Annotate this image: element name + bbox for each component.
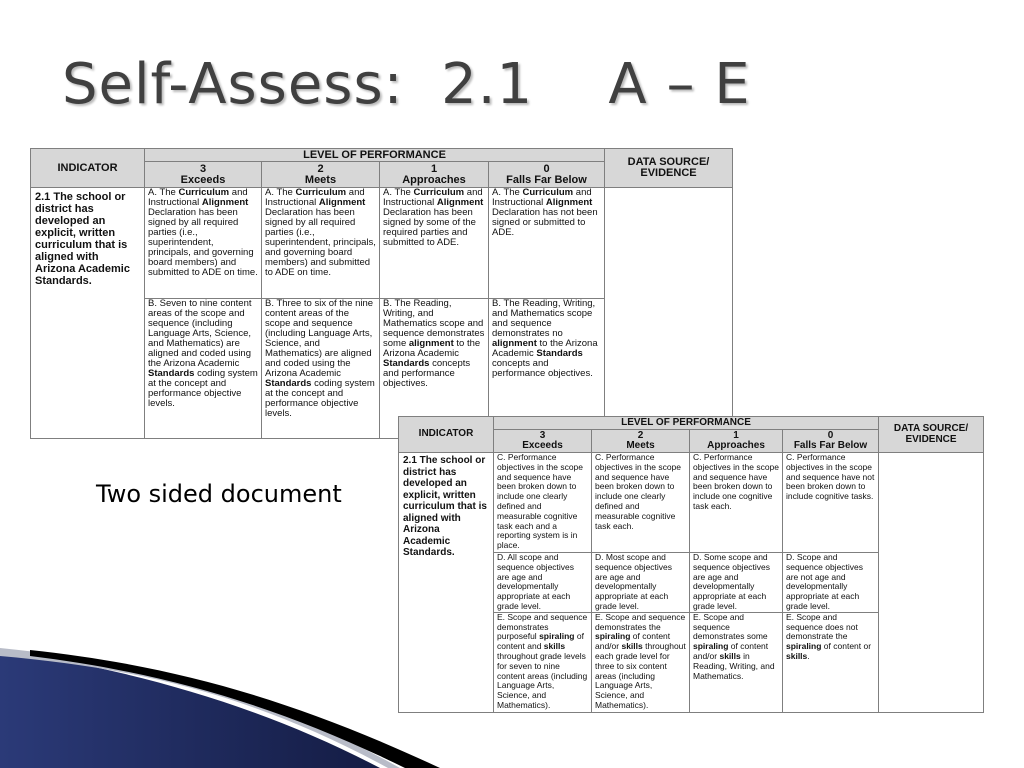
indicator-cell: 2.1 The school or district has developed an explicit, written curriculum that is aligned with Arizona Academic Standards. <box>31 188 145 439</box>
criterion-cell: E. Scope and sequence demonstrates the spiraling of content and/or skills throughout each grade level for three to six content areas (including Language Arts, Science, and Mathematics). <box>592 612 690 712</box>
criterion-cell: D. Some scope and sequence objectives are age and developmentally appropriate at each grade level. <box>690 553 783 613</box>
criterion-cell: E. Scope and sequence demonstrates purposeful spiraling of content and skills throughout grade levels for seven to nine content areas (including Language Arts, Science, and Mathematics). <box>494 612 592 712</box>
criterion-cell: C. Performance objectives in the scope and sequence have been broken down to include one clearly defined and measurable cognitive task each and a reporting system is in place. <box>494 453 592 553</box>
rubric-table-page-1 <box>30 148 733 439</box>
criterion-cell: E. Scope and sequence demonstrates some spiraling of content and/or skills in Reading, Writing, and Mathematics. <box>690 612 783 712</box>
level-header-meets: 2 Meets <box>592 430 690 453</box>
evidence-cell <box>879 453 984 713</box>
criterion-cell: C. Performance objectives in the scope and sequence have been broken down to include one clearly defined and measurable cognitive task each. <box>592 453 690 553</box>
criterion-cell: B. The Reading, Writing, and Mathematics scope and sequence demonstrates no alignment to the Arizona Academic Standards concepts and performance objectives. <box>489 299 605 439</box>
criterion-cell: A. The Curriculum and Instructional Alignment Declaration has been signed by all required parties (i.e., superintendent, principals, and governing board members) and submitted to ADE on time. <box>145 188 262 299</box>
slide-title: Self-Assess: 2.1 A – E <box>62 52 751 117</box>
level-of-performance-header: LEVEL OF PERFORMANCE <box>145 149 605 162</box>
criterion-cell: A. The Curriculum and Instructional Alignment Declaration has been signed by some of the required parties and submitted to ADE. <box>380 188 489 299</box>
level-header-approaches: 1 Approaches <box>380 162 489 188</box>
criterion-cell: A. The Curriculum and Instructional Alignment Declaration has been signed by all required parties (i.e., superintendent, principals, and governing board members) and submitted to ADE on time. <box>262 188 380 299</box>
criterion-cell: B. Seven to nine content areas of the scope and sequence (including Language Arts, Science, and Mathematics) are aligned and coded using the Arizona Academic Standards coding system at the concept and performance objective levels. <box>145 299 262 439</box>
level-header-falls-far-below: 0 Falls Far Below <box>783 430 879 453</box>
criterion-cell: C. Performance objectives in the scope and sequence have been broken down to include one cognitive task each. <box>690 453 783 553</box>
rubric-table-page-2 <box>398 416 984 713</box>
criterion-cell: B. Three to six of the nine content areas of the scope and sequence (including Language Arts, Science, and Mathematics) are aligned and coded using the Arizona Academic Standards coding system at the concept and performance objective levels. <box>262 299 380 439</box>
indicator-header: INDICATOR <box>399 417 494 453</box>
criterion-cell: E. Scope and sequence does not demonstrate the spiraling of content or skills. <box>783 612 879 712</box>
indicator-header: INDICATOR <box>31 149 145 188</box>
indicator-cell: 2.1 The school or district has developed an explicit, written curriculum that is aligned with Arizona Academic Standards. <box>399 453 494 713</box>
slide-caption: Two sided document <box>96 480 342 508</box>
level-header-approaches: 1 Approaches <box>690 430 783 453</box>
criterion-cell: A. The Curriculum and Instructional Alignment Declaration has not been signed or submitted to ADE. <box>489 188 605 299</box>
level-header-falls-far-below: 0 Falls Far Below <box>489 162 605 188</box>
criterion-cell: D. Scope and sequence objectives are not age and developmentally appropriate at each grade level. <box>783 553 879 613</box>
criterion-cell: D. Most scope and sequence objectives are age and developmentally appropriate at each grade level. <box>592 553 690 613</box>
evidence-cell <box>605 188 733 439</box>
criterion-cell: B. The Reading, Writing, and Mathematics scope and sequence demonstrates some alignment to the Arizona Academic Standards concepts and performance objectives. <box>380 299 489 439</box>
data-source-header: DATA SOURCE/ EVIDENCE <box>879 417 984 453</box>
level-header-exceeds: 3 Exceeds <box>494 430 592 453</box>
level-of-performance-header: LEVEL OF PERFORMANCE <box>494 417 879 430</box>
criterion-cell: D. All scope and sequence objectives are age and developmentally appropriate at each grade level. <box>494 553 592 613</box>
level-header-exceeds: 3 Exceeds <box>145 162 262 188</box>
level-header-meets: 2 Meets <box>262 162 380 188</box>
criterion-cell: C. Performance objectives in the scope and sequence have not been broken down to include cognitive tasks. <box>783 453 879 553</box>
data-source-header: DATA SOURCE/ EVIDENCE <box>605 149 733 188</box>
